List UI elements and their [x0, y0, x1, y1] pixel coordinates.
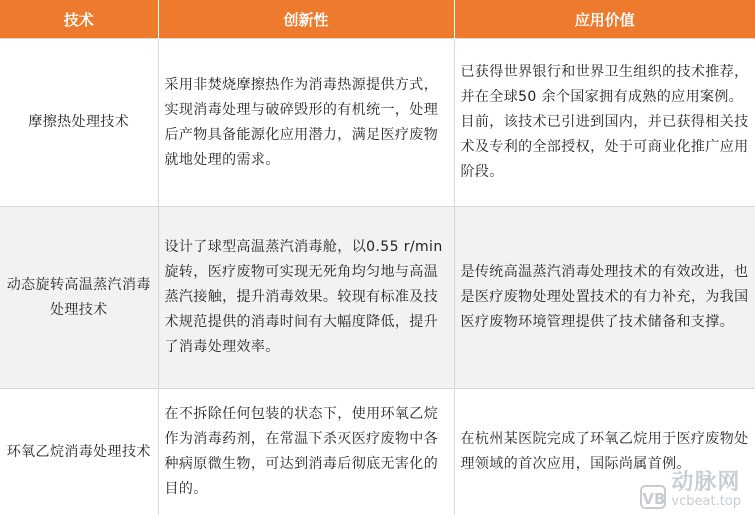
- watermark-url: vcbeat.top: [671, 494, 741, 509]
- vcbeat-watermark: [640, 471, 741, 509]
- technology-name: 环氧乙烷消毒处理技术: [0, 389, 158, 515]
- innovation-cell: 在不拆除任何包装的状态下，使用环氧乙烷作为消毒药剂，在常温下杀灭医疗废物中各种病原微生物，可达到消毒后彻底无害化的目的。: [158, 389, 454, 515]
- application-value-cell: 是传统高温蒸汽消毒处理技术的有效改进，也是医疗废物处理处置技术的有力补充，为我国医疗废物环境管理提供了技术储备和支撑。: [454, 207, 755, 389]
- application-value-cell: 已获得世界银行和世界卫生组织的技术推荐，并在全球50 余个国家拥有成熟的应用案例。目前，该技术已引进到国内，并已获得相关技术及专利的全部授权，处于可商业化推广应用阶段。: [454, 39, 755, 207]
- innovation-cell: 设计了球型高温蒸汽消毒舱，以0.55 r/min 旋转，医疗废物可实现无死角均匀地与高温蒸汽接触，提升消毒效果。较现有标准及技术规范提供的消毒时间有大幅度降低，提升了消毒处理效率。: [158, 207, 454, 389]
- table-row: [0, 207, 755, 389]
- technology-name: 动态旋转高温蒸汽消毒处理技术: [0, 207, 158, 389]
- watermark-name: 动脉网: [671, 470, 741, 495]
- header-innovation: 创新性: [158, 0, 454, 39]
- application-value-cell: 在杭州某医院完成了环氧乙烷用于医疗废物处理领域的首次应用，国际尚属首例。: [454, 389, 755, 515]
- table-row: [0, 39, 755, 207]
- vb-logo-icon: VB: [640, 485, 666, 509]
- header-technology: 技术: [0, 0, 158, 39]
- table-header-row: [0, 0, 755, 39]
- innovation-cell: 采用非焚烧摩擦热作为消毒热源提供方式，实现消毒处理与破碎毁形的有机统一，处理后产物具备能源化应用潜力，满足医疗废物就地处理的需求。: [158, 39, 454, 207]
- technology-name: 摩擦热处理技术: [0, 39, 158, 207]
- header-application-value: 应用价值: [454, 0, 755, 39]
